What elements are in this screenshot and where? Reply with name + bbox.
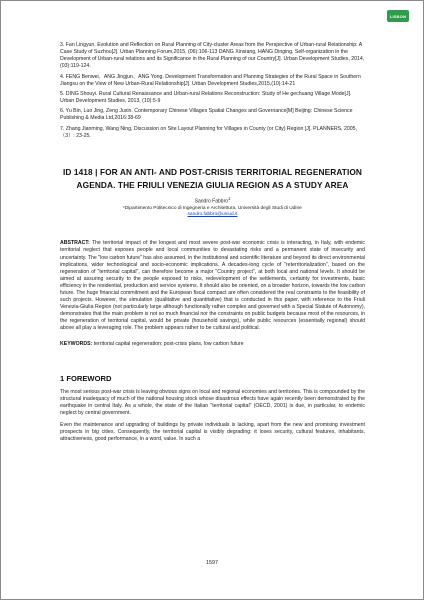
abstract (60, 240, 365, 332)
body-paragraph: Even the maintenance and upgrading of buildings by private individuals is lacking, apart from the new and promising investment prospects in big cities. Consequently, the territorial capital is visibly degrading: it loses security, cultural features, inhabitants, attractiveness, good performance, in a word, value. In such a (60, 422, 365, 443)
author-affiliation: ¹Dipartimento Politecnico di Ingegneria e Architettura, Università degli Studi di Udine (123, 205, 302, 211)
author-email-link[interactable]: sandro.fabbro@uniud.it (187, 211, 238, 217)
paper-title: ID 1418 | FOR AN ANTI- AND POST-CRISIS TERRITORIAL REGENERATION AGENDA. THE FRIULI VENEZIA GIULIA REGION AS A STUDY AREA (62, 166, 363, 191)
keywords (60, 341, 365, 348)
reference-item: 7. Zhang Jianming, Wang Ning, Discussion on Site Layout Planning for Villages in County (or City) Region [J]. PLANNERS, 2005,（3）: 23-25. (60, 125, 357, 139)
page-number: 1597 (206, 560, 218, 566)
abstract-label: ABSTRACT: (60, 240, 90, 247)
reference-item: 3. Fan Lingyun. Evolution and Reflection on Rural Planning of City-cluster Areas from the Perspective of Urban-rural Relationship: A Case Study of Suzhou[J]. Urban Planning Forum,2015, (06):106-113 DANG Xinxiang, HANG Dinging. Self-organization in the Development of Urban-rural relations and its Significance in the Rural Planning of our Country[J]. Urban Development Studies, 2014,(03):119-124. (60, 42, 365, 70)
body-paragraph: The most serious post-war crisis is leaving obvious signs on local and regional economies and territories. This is compounded by the structural inadequacy of much of the national housing stock whose disastrous effects have again recently been demonstrated by the earthquake in central Italy. As a whole, the state of the Italian "territorial capital" (OECD, 2001) is due, in particular, to endemic neglect by central government. (60, 388, 365, 416)
section-heading: 1 FOREWORD (60, 373, 112, 383)
reference-item: 6. Yu Bin, Luo Jing, Zeng Juxin. Contemporary Chinese Villages Spatial Changes and Governance[M] Beijing: Chinese Science Publishing & Media Ltd,2016:38-69 (60, 108, 353, 122)
conference-logo (387, 10, 409, 22)
reference-item: 4. FENG Benwei、ANG Jingjun、ANG Yong. Development Transformation and Planning Strategies of the Rural Space in Southern Jiangsu on the View of New Urban-Rural Relationship[J]. Urban Development Studies,2015,(10):14-21 (60, 73, 361, 87)
abstract-text: The territorial impact of the longest and most severe post-war economic crisis is interacting, in Italy, with endemic territorial neglect that exposes people and local communities to devastating risks and a permanent state of insecurity and uncertainty. The "low carbon future" has also assumed, in the institutional and scientific literature and beyond its direct environmental implications, wider technological and socio-economic implications. A decades-long cycle of "reterritorialization", based on the regeneration of "territorial capital", can therefore become a major "Country project", at both local and national levels. It should be aimed at assuring security to the people exposed to risks, redevelopment of the settlements, certainty for investments, basic efficiency in the residential, production and service systems. It should also be oriented, on a broader horizon, towards the low carbon future. The huge financial commitment and the European fiscal compact are often considered the real constraints to the feasibility of such projects. However, the simulation (qualitative and quantitative) that is conducted in this paper, with reference to the Friuli Venezia-Giulia Region (not particularly large although functionally rather complex and governed with a Special Statute of Autonomy), demonstrates that the main problem is not so much financial nor the constraints on public budgets because most of the resources, in the regeneration of territorial capital, would be private (household savings), while public resources (essentially regional) should above all play a leveraging role. The problem appears rather to be cultural and political. (60, 240, 365, 332)
reference-item: 5. DING Shouyi. Rural Cultural Renaissance and Urban-rural Relations Reconstruction: Study of He gechuang Village Mode[J]. Urban Development Studies, 2013, (10):5-9 (60, 90, 352, 105)
author-name-text: Sandro Fabbro (194, 198, 229, 205)
keywords-label: KEYWORDS: (60, 340, 93, 347)
logo-text: LISBON (389, 13, 407, 19)
author-superscript: 1 (228, 196, 231, 202)
keywords-text: territorial capital regeneration; post-crisis plans, low carbon future (92, 340, 244, 347)
reference-list (60, 42, 365, 140)
author-name (60, 196, 365, 205)
page-content (60, 42, 365, 449)
